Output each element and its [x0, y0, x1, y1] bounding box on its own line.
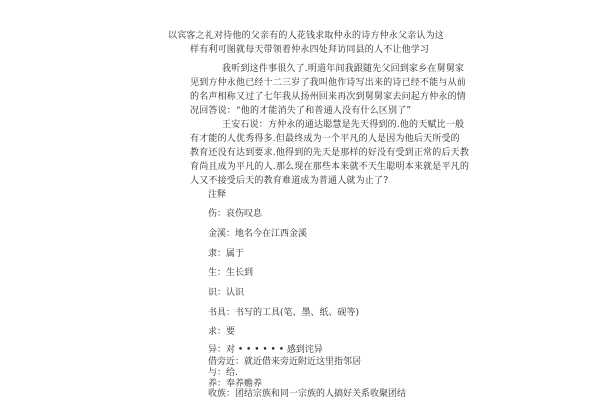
note-term: 金溪：	[208, 229, 236, 239]
notes-title: 注释	[208, 190, 227, 200]
note-definition: 生长到	[226, 268, 254, 278]
note-item	[208, 368, 238, 379]
note-term: 书具：	[208, 308, 236, 318]
text-line: 样有利可图就每天带领着仲永四处拜访同县的人不让他学习	[190, 45, 430, 55]
note-term: 借旁近：	[208, 357, 245, 367]
note-definition: 要	[226, 327, 236, 337]
note-term: 收族：	[208, 389, 236, 399]
note-term: 伤：	[208, 209, 227, 219]
note-term: 与：	[208, 368, 227, 378]
note-definition: 书写的工具(笔、墨、纸、砚等)	[235, 308, 360, 318]
note-definition: 认识	[226, 288, 245, 298]
note-item	[208, 268, 253, 279]
text-line: 的名声相称又过了七年我从扬州回来再次到舅舅家去问起方仲永的情	[190, 92, 467, 102]
note-definition: 给.	[226, 368, 238, 378]
note-item	[208, 209, 262, 220]
note-item	[208, 229, 307, 240]
text-line: 有才能的人优秀得多.但最终成为一个平凡的人是因为他后天所受的	[190, 134, 460, 144]
note-term: 异：	[208, 345, 227, 355]
note-term: 生：	[208, 268, 227, 278]
text-line: 以宾客之礼对待他的父亲有的人花钱求取仲永的诗方仲永父亲认为这	[168, 31, 445, 41]
note-item	[208, 308, 359, 319]
note-definition: 地名今在江西金溪	[235, 229, 308, 239]
note-definition: 属于	[226, 249, 245, 259]
note-term: 隶：	[208, 249, 227, 259]
note-item	[208, 327, 235, 338]
note-definition: 就近借来旁近附近这里指邻居	[244, 357, 362, 367]
text-line: 教育还没有达到要求.他得到的先天是那样的好没有受到正常的后天教	[190, 148, 470, 158]
note-item	[208, 249, 244, 260]
note-item	[208, 389, 406, 400]
note-term: 求：	[208, 327, 227, 337]
note-definition: 对 • • • • • • 感到诧异	[226, 345, 323, 355]
note-item	[208, 357, 361, 368]
text-line: 见到方仲永他已经十二三岁了我叫他作诗写出来的诗已经不能与从前	[190, 78, 467, 88]
note-term: 养：	[208, 379, 227, 389]
note-item	[208, 345, 323, 356]
note-term: 识：	[208, 288, 227, 298]
text-line: 我听到这件事很久了.明道年间我跟随先父回到家乡在舅舅家	[222, 64, 465, 74]
note-item	[208, 288, 244, 299]
text-line: 王安石说：方仲永的通达聪慧是先天得到的.他的天赋比一般	[222, 120, 465, 130]
note-definition: 哀伤叹息	[226, 209, 263, 219]
note-definition: 奉养赡养	[226, 379, 263, 389]
text-line: 人又不接受后天的教育难道成为普通人就为止了?	[190, 176, 389, 186]
note-definition: 团结宗族和同一宗族的人搞好关系收聚团结	[235, 389, 407, 399]
text-line: 况回答说：“他的才能消失了和普通人没有什么区别了”	[190, 106, 412, 116]
text-line: 育尚且成为平凡的人.那么现在那些本来就不天生聪明本来就是平凡的	[190, 162, 470, 172]
